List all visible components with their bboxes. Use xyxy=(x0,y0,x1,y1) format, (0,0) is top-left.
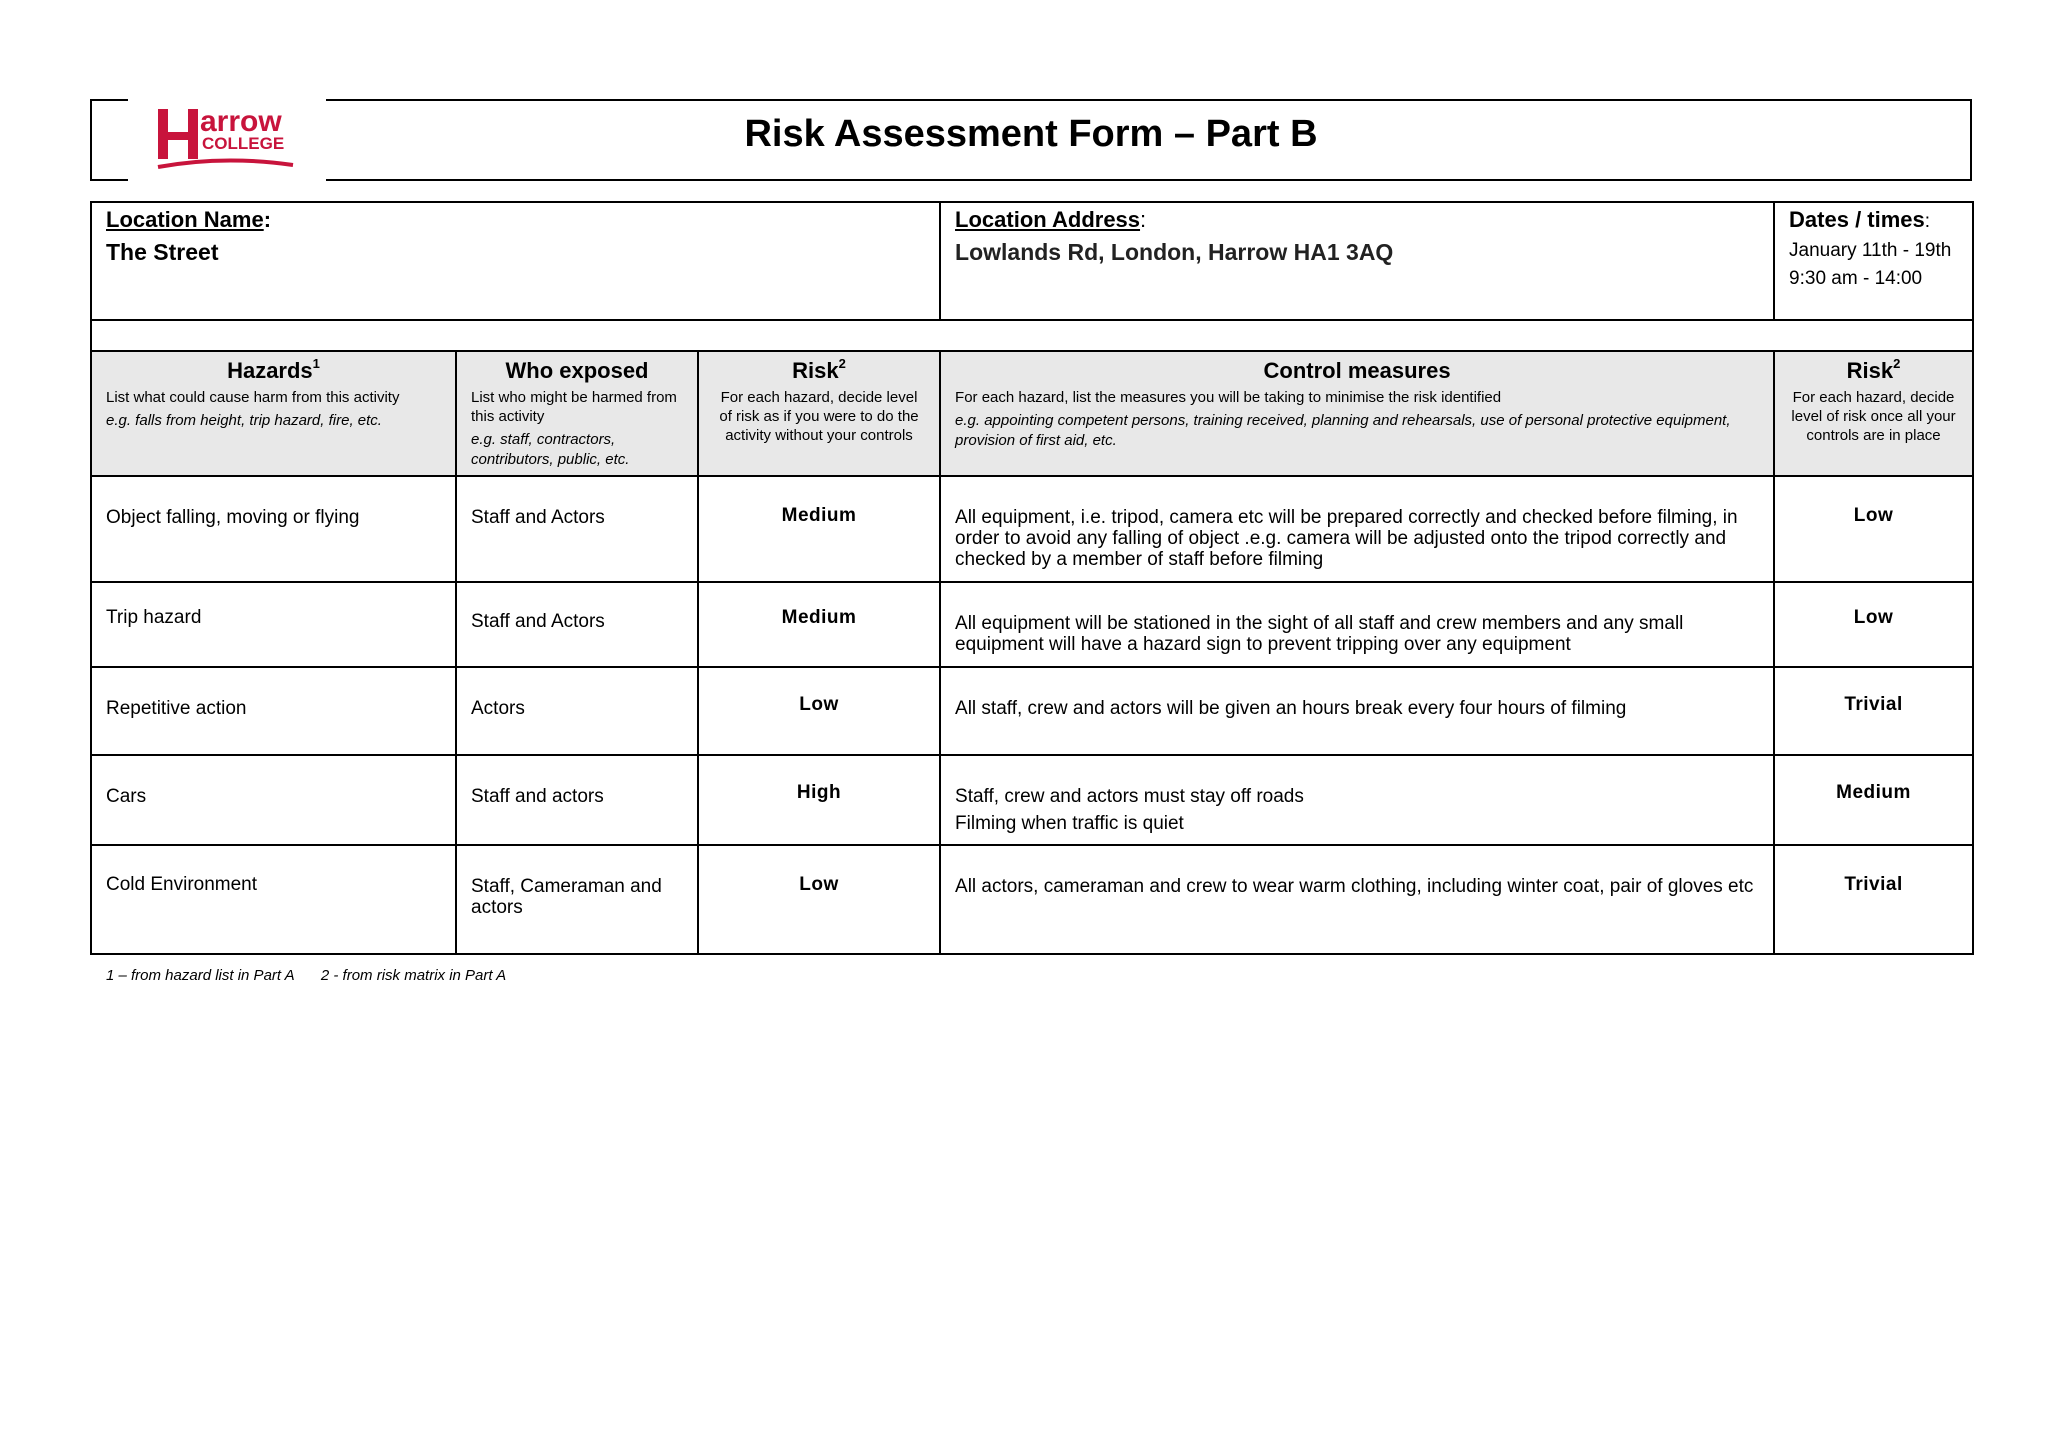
footnote-1: 1 – from hazard list in Part A xyxy=(106,967,295,984)
location-name-cell: Location Name: The Street xyxy=(91,202,940,320)
hazard-cell: Object falling, moving or flying xyxy=(106,507,360,528)
who-cell: Staff and Actors xyxy=(471,611,605,632)
risk-before-cell: Medium xyxy=(781,607,857,628)
control-cell: All actors, cameraman and crew to wear warm clothing, including winter coat, pair of gloves etc xyxy=(955,876,1754,897)
risk-before-cell: Low xyxy=(799,874,839,895)
who-cell: Staff and Actors xyxy=(471,507,605,528)
form-header xyxy=(90,99,1972,181)
location-address-label: Location Address xyxy=(955,207,1141,232)
col-header-risk-before: Risk$^2$ For each hazard, decide level of risk as if you were to do the activity without your controls xyxy=(698,351,940,476)
dates-cell: Dates / times: January 11th - 19th 9:30 am - 14:00 xyxy=(1774,202,1973,320)
table-row xyxy=(91,755,1973,845)
svg-text:COLLEGE: COLLEGE xyxy=(202,134,285,153)
footnote-2: 2 - from risk matrix in Part A xyxy=(320,967,507,984)
location-address-value: Lowlands Rd, London, Harrow HA1 3AQ xyxy=(955,239,1394,265)
who-cell: Actors xyxy=(471,698,525,719)
location-name-label: Location Name xyxy=(106,207,264,232)
location-name-value: The Street xyxy=(106,239,219,265)
col-header-hazards: Hazards$^1$ List what could cause harm from this activity e.g. falls from height, trip hazard, fire, etc. xyxy=(91,351,456,476)
control-cell-line-2: Filming when traffic is quiet xyxy=(955,813,1184,834)
hazard-cell: Cars xyxy=(106,786,147,807)
col-header-who-exposed: Who exposed List who might be harmed from this activity e.g. staff, contractors, contributors, public, etc. xyxy=(456,351,698,476)
hazard-cell: Repetitive action xyxy=(106,698,247,719)
hazard-cell: Cold Environment xyxy=(106,874,258,895)
spacer-row xyxy=(91,320,1973,351)
control-cell: Staff, crew and actors must stay off roads xyxy=(955,786,1304,807)
dates-label: Dates / times xyxy=(1789,207,1925,232)
col-header-risk-after: Risk$^2$ For each hazard, decide level of risk once all your controls are in place xyxy=(1774,351,1973,476)
column-header-row xyxy=(91,351,1973,476)
risk-before-cell: High xyxy=(796,782,842,803)
hazard-cell: Trip hazard xyxy=(106,607,202,628)
who-cell: Staff, Cameraman and actors xyxy=(471,876,662,918)
dates-line-1: January 11th - 19th xyxy=(1789,240,1952,261)
footnotes xyxy=(106,967,528,984)
form-title: Risk Assessment Form – Part B xyxy=(744,113,1318,155)
svg-text:arrow: arrow xyxy=(200,105,282,138)
risk-before-cell: Medium xyxy=(781,505,857,526)
location-address-cell: Location Address: Lowlands Rd, London, Harrow HA1 3AQ xyxy=(940,202,1774,320)
table-row xyxy=(91,582,1973,667)
risk-after-cell: Low xyxy=(1853,607,1894,628)
table-row xyxy=(91,476,1973,582)
table-row xyxy=(91,667,1973,755)
control-cell: All equipment will be stationed in the sight of all staff and crew members and any small equipment will have a hazard sign to prevent tripping over any equipment xyxy=(955,613,1684,655)
table-row xyxy=(91,845,1973,954)
dates-line-2: 9:30 am - 14:00 xyxy=(1789,268,1923,289)
risk-after-cell: Medium xyxy=(1836,782,1911,803)
risk-after-cell: Trivial xyxy=(1844,874,1903,895)
col-header-control-measures: Control measures For each hazard, list the measures you will be taking to minimise the risk identified e.g. appointing competent persons, training received, planning and rehearsals, use of personal protective equipment, provision of first aid, etc. xyxy=(940,351,1774,476)
risk-before-cell: Low xyxy=(799,694,839,715)
risk-after-cell: Low xyxy=(1853,505,1894,526)
risk-assessment-table xyxy=(90,201,1974,955)
risk-after-cell: Trivial xyxy=(1844,694,1903,715)
control-cell: All equipment, i.e. tripod, camera etc will be prepared correctly and checked before filming, in order to avoid any falling of object .e.g. camera will be adjusted onto the tripod correctly and checked by a member of staff before filming xyxy=(955,507,1738,570)
location-row xyxy=(91,202,1973,320)
who-cell: Staff and actors xyxy=(471,786,604,807)
control-cell: All staff, crew and actors will be given an hours break every four hours of filming xyxy=(955,698,1627,719)
